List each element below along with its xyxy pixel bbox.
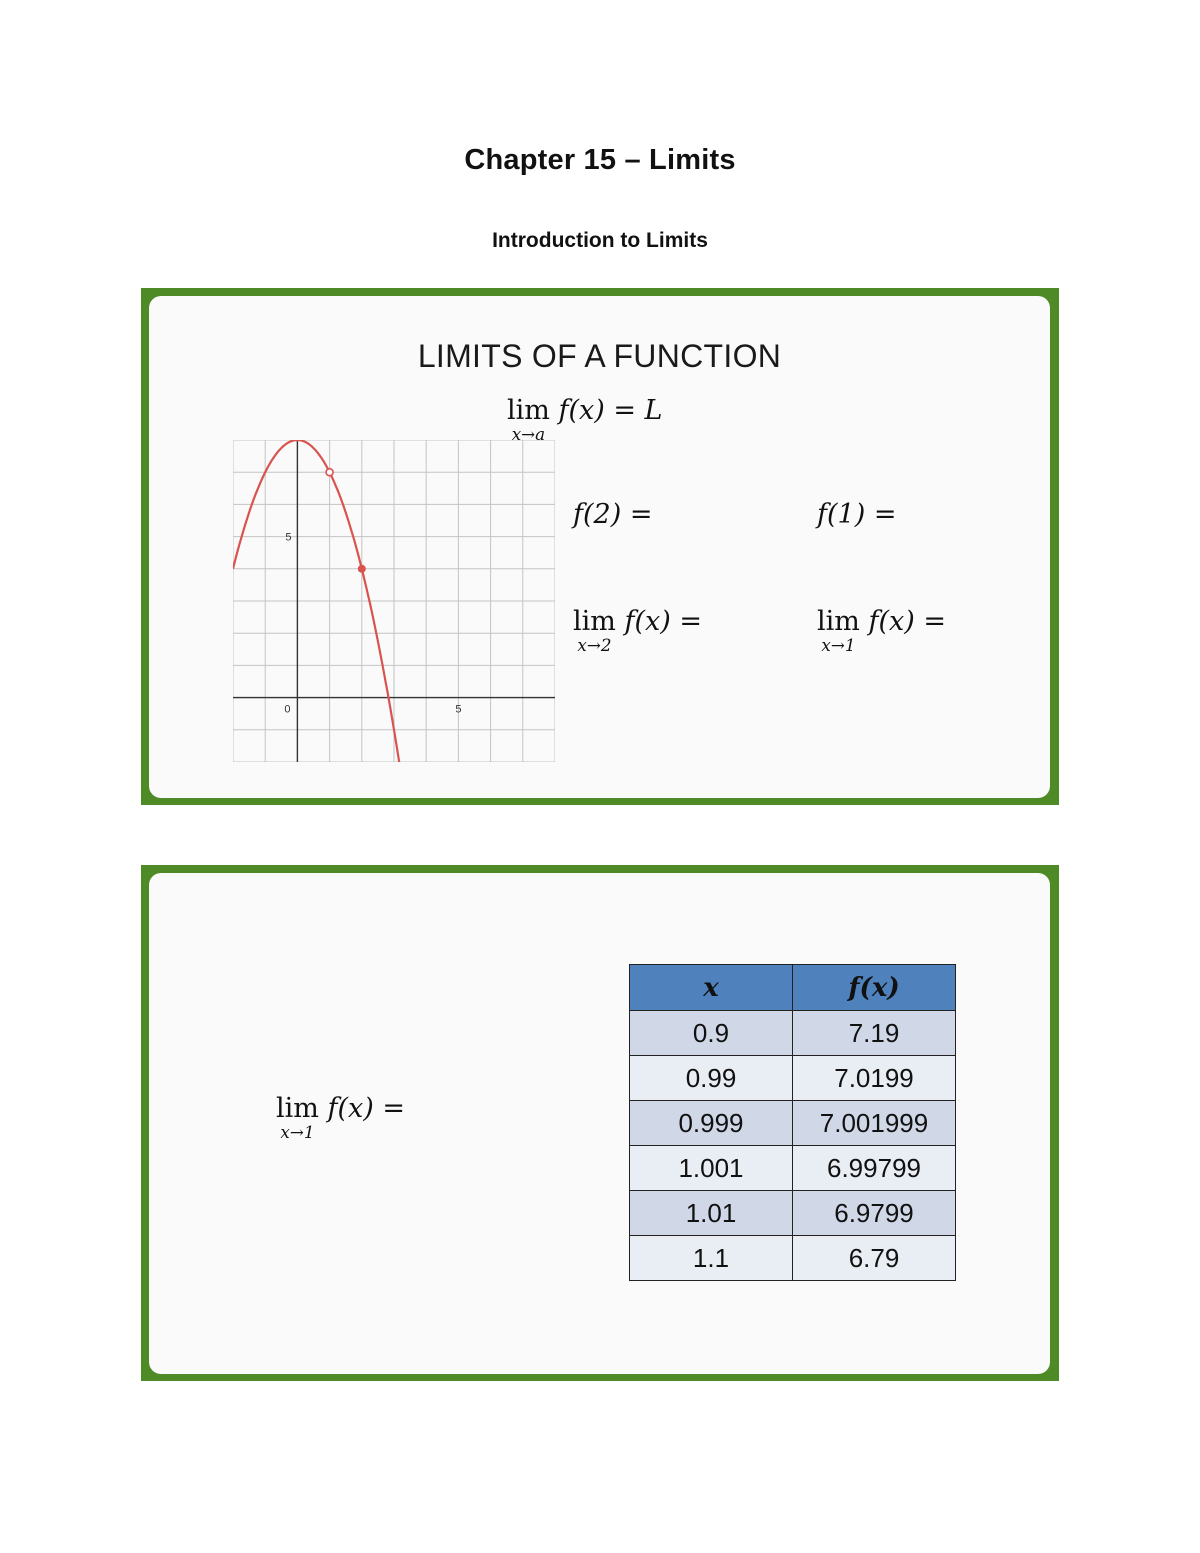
table-row [630, 1101, 956, 1146]
limit-x-to-1: lim x→1 f(x) = [817, 606, 946, 655]
limit-definition [507, 397, 662, 443]
table-header-row [630, 965, 956, 1011]
table-row [630, 1191, 956, 1236]
closed-point-marker [358, 565, 366, 573]
table-cell: 6.99799 [793, 1146, 956, 1191]
limit-x-to-2: lim x→2 f(x) = [573, 606, 702, 655]
table-row [630, 1056, 956, 1101]
lim-subscript: x→a [511, 424, 546, 444]
slide-limit-table [141, 865, 1059, 1381]
y-tick-label: 5 [285, 531, 292, 544]
table-cell: 0.999 [630, 1101, 793, 1146]
lim-word: lim [507, 395, 550, 426]
table-cell: 7.19 [793, 1011, 956, 1056]
table-cell: 0.99 [630, 1056, 793, 1101]
limit-x-to-1: lim x→1 f(x) = [276, 1093, 405, 1142]
slide-limits-of-function [141, 288, 1059, 805]
table-row [630, 1236, 956, 1281]
limit-expression: f(x) = L [558, 395, 663, 426]
function-graph [233, 440, 555, 762]
f-of-2: f(2) = [573, 499, 653, 530]
table-cell: 0.9 [630, 1011, 793, 1056]
table-cell: 6.79 [793, 1236, 956, 1281]
column-header-fx: f(x) [793, 965, 956, 1011]
section-title: Introduction to Limits [492, 229, 708, 252]
origin-label: 0 [284, 703, 291, 716]
table-cell: 1.1 [630, 1236, 793, 1281]
chapter-title: Chapter 15 – Limits [464, 144, 736, 176]
table-cell: 1.01 [630, 1191, 793, 1236]
table-cell: 7.001999 [793, 1101, 956, 1146]
table-cell: 1.001 [630, 1146, 793, 1191]
table-cell: 7.0199 [793, 1056, 956, 1101]
x-tick-label: 5 [455, 703, 462, 716]
table-cell: 6.9799 [793, 1191, 956, 1236]
values-table [629, 964, 956, 1281]
open-point-marker [326, 469, 333, 476]
table-row [630, 1146, 956, 1191]
column-header-x: x [630, 965, 793, 1011]
slide-content [149, 296, 1050, 798]
slide-heading: LIMITS OF A FUNCTION [417, 338, 782, 374]
slide-content [149, 873, 1050, 1374]
graph-grid [233, 440, 555, 762]
table-row [630, 1011, 956, 1056]
f-of-1: f(1) = [817, 499, 897, 530]
